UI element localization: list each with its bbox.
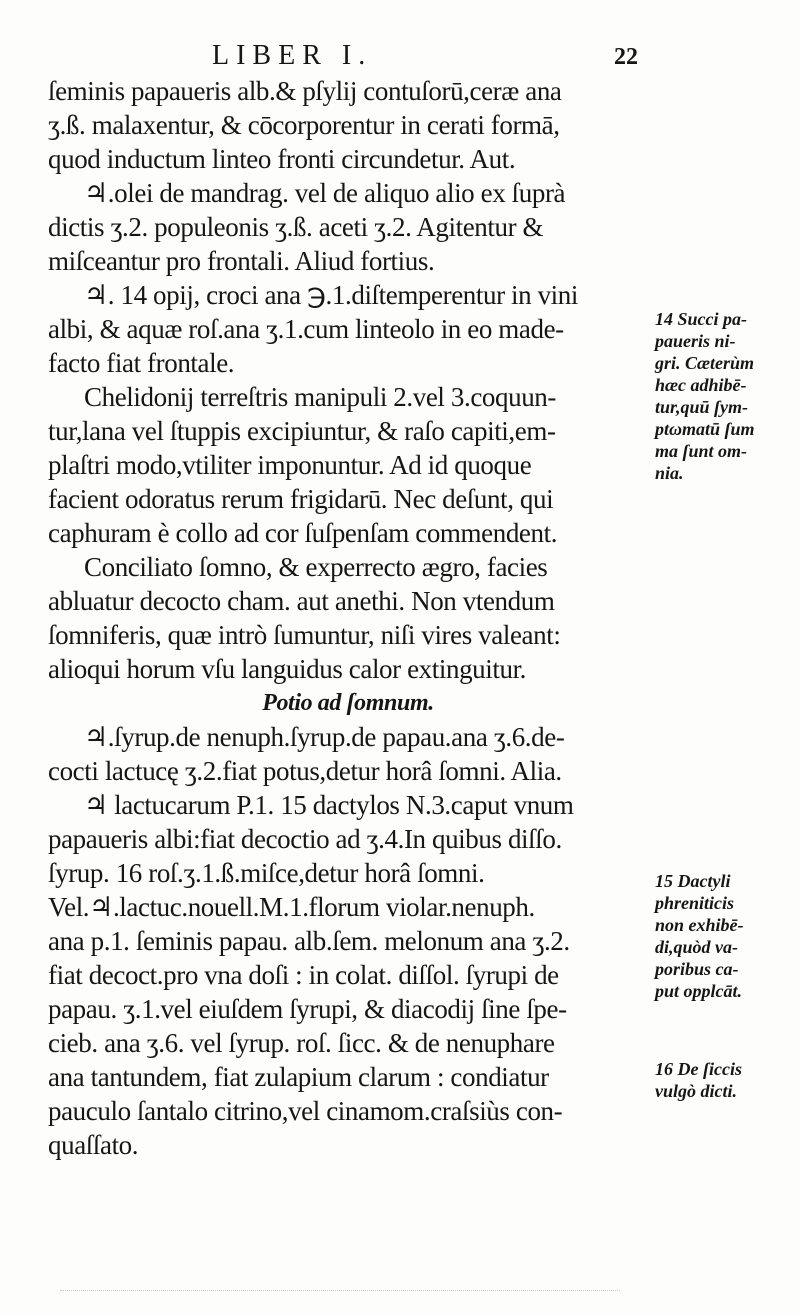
text-line: pauculo ſantalo citrino,vel cinamom.craſsiùs con- <box>48 1096 563 1126</box>
margin-note-line: poribus ca- <box>655 959 739 979</box>
text-line: albi, & aquæ roſ.ana ʒ.1.cum linteolo in eo made- <box>48 314 564 344</box>
text-line: Chelidonij terreſtris manipuli 2.vel 3.coquun- <box>84 382 557 412</box>
text-line: ♃.olei de mandrag. vel de aliquo alio ex ſuprà <box>84 178 566 208</box>
text-line: miſceantur pro frontali. Aliud fortius. <box>48 246 435 276</box>
text-line: ♃ lactucarum P.1. 15 dactylos N.3.caput vnum <box>84 790 574 820</box>
text-line: papaueris albi:fiat decoctio ad ʒ.4.In quibus diſſo. <box>48 824 562 854</box>
text-line: plaſtri modo,vtiliter imponuntur. Ad id quoque <box>48 450 532 480</box>
section-heading: Potio ad ſomnum. <box>262 690 434 716</box>
text-line: fiat decoct.pro vna doſi : in colat. diſſol. ſyrupi de <box>48 960 559 990</box>
text-line: quod inductum linteo fronti circundetur. Aut. <box>48 144 516 174</box>
margin-note-line: phreniticis <box>655 893 735 913</box>
text-line: ʒ.ß. malaxentur, & cōcorporentur in cerati formā, <box>48 110 560 140</box>
text-line: caphuram è collo ad cor ſuſpenſam commendent. <box>48 518 558 548</box>
margin-note-15 <box>655 870 795 1002</box>
running-head: LIBER I. <box>212 40 373 71</box>
text-line: abluatur decocto cham. aut anethi. Non vtendum <box>48 586 555 616</box>
text-line: ♃. 14 opij, croci ana ℈.1.diſtemperentur in vini <box>84 280 578 310</box>
page-bottom-edge <box>60 1290 620 1301</box>
text-line: cocti lactucę ʒ.2.fiat potus,detur horâ ſomni. Alia. <box>48 756 562 786</box>
margin-note-line: gri. Cæterùm <box>655 353 755 373</box>
margin-note-line: ma ſunt om- <box>655 441 748 461</box>
margin-note-line: non exhibē- <box>655 915 744 935</box>
page-number: 22 <box>614 44 638 70</box>
margin-note-line: paueris ni- <box>655 331 736 351</box>
text-line: quaſſato. <box>48 1130 139 1160</box>
margin-note-line: di,quòd va- <box>655 937 738 957</box>
margin-note-line: nia. <box>655 463 684 483</box>
text-line: Conciliato ſomno, & experrecto ægro, facies <box>84 552 548 582</box>
margin-note-line: tur,quū ſym- <box>655 397 749 417</box>
text-line: ſyrup. 16 roſ.ʒ.1.ß.miſce,detur horâ ſomni. <box>48 858 485 888</box>
text-line: facto fiat frontale. <box>48 348 235 378</box>
text-line: alioqui horum vſu languidus calor extinguitur. <box>48 654 527 684</box>
text-line: ſeminis papaueris alb.& pſylij contuſorū,ceræ ana <box>48 76 562 106</box>
margin-note-line: hæc adhibē- <box>655 375 747 395</box>
text-line: ♃.ſyrup.de nenuph.ſyrup.de papau.ana ʒ.6.de- <box>84 722 565 752</box>
page-header <box>0 34 800 74</box>
margin-note-16 <box>655 1058 795 1102</box>
text-line: Vel.♃.lactuc.nouell.M.1.florum violar.nenuph. <box>48 892 535 922</box>
margin-note-line: ptωmatū ſum <box>655 419 755 439</box>
text-line: ana tantundem, fiat zulapium clarum : condiatur <box>48 1062 549 1092</box>
text-line: ana p.1. ſeminis papau. alb.ſem. melonum ana ʒ.2. <box>48 926 570 956</box>
text-line: ſomniferis, quæ intrò ſumuntur, niſi vires valeant: <box>48 620 561 650</box>
text-line: papau. ʒ.1.vel eiuſdem ſyrupi, & diacodij ſine ſpe- <box>48 994 567 1024</box>
text-line: tur,lana vel ſtuppis excipiuntur, & raſo capiti,em- <box>48 416 556 446</box>
text-line: cieb. ana ʒ.6. vel ſyrup. roſ. ſicc. & de nenuphare <box>48 1028 555 1058</box>
margin-note-line: 16 De ſiccis <box>655 1059 742 1079</box>
margin-note-line: put opplcāt. <box>655 981 743 1001</box>
text-line: dictis ʒ.2. populeonis ʒ.ß. aceti ʒ.2. Agitentur & <box>48 212 544 242</box>
text-line: facient odoratus rerum frigidarū. Nec deſunt, qui <box>48 484 554 514</box>
main-text-block <box>48 74 648 1162</box>
margin-note-line: 14 Succi pa- <box>655 309 747 329</box>
margin-note-line: vulgò dicti. <box>655 1081 737 1101</box>
margin-note-line: 15 Dactyli <box>655 871 731 891</box>
margin-note-14 <box>655 308 795 484</box>
